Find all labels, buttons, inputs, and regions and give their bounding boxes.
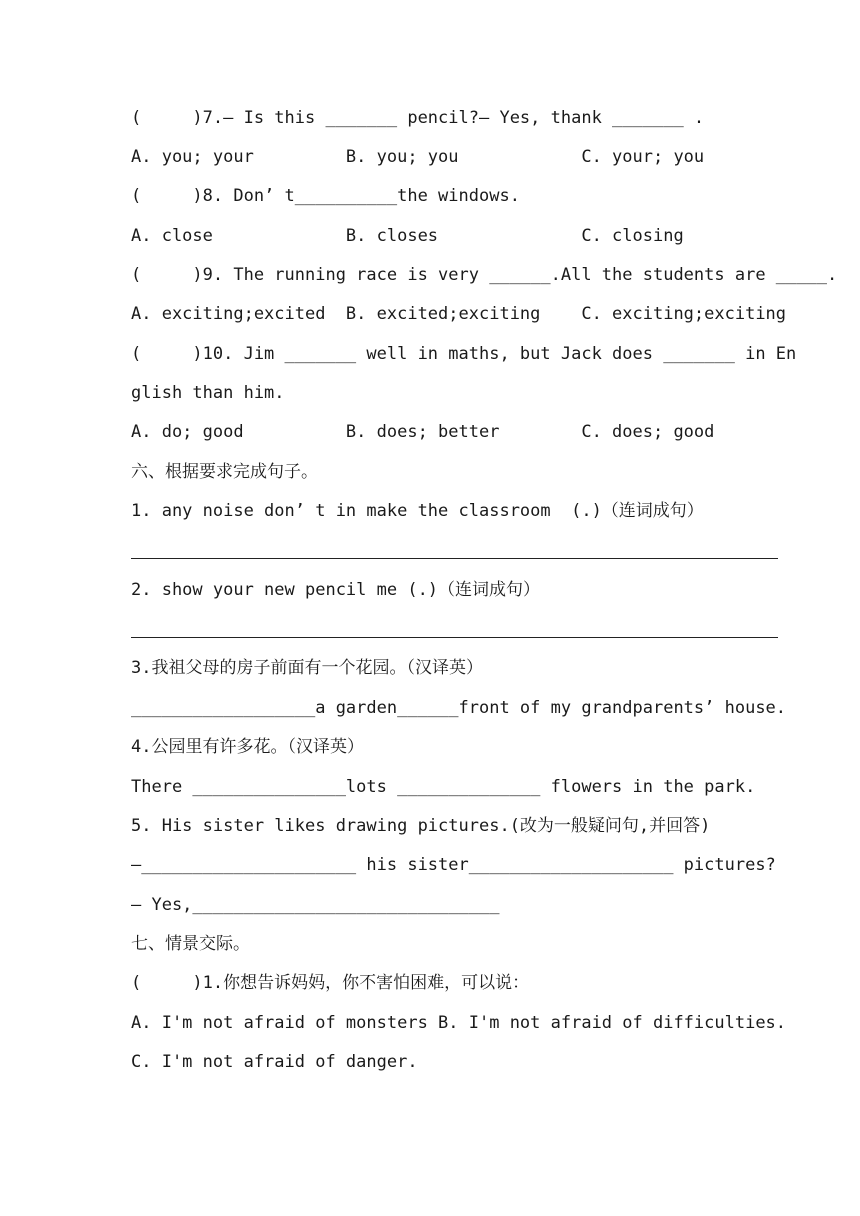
section-7-heading: 七、情景交际。 (131, 934, 250, 954)
question-8-options: A. close B. closes C. closing (131, 226, 684, 246)
section-7-item-1-option-c: C. I'm not afraid of danger. (131, 1052, 418, 1072)
question-9-options: A. exciting;excited B. excited;exciting C. exciting;exciting (131, 304, 787, 324)
section-6-item-2: 2. show your new pencil me (.)（连词成句） (131, 580, 541, 600)
section-6-item-4: 4.公园里有许多花。（汉译英） (131, 737, 364, 757)
section-6-item-3: 3.我祖父母的房子前面有一个花园。（汉译英） (131, 658, 483, 678)
question-7-options: A. you; your B. you; you C. your; you (131, 147, 705, 167)
section-6-item-3-answer: __________________a garden______front of my grandparents’ house. (131, 698, 787, 718)
section-7-item-1: ( )1.你想告诉妈妈，你不害怕困难，可以说： (131, 973, 530, 993)
section-6-item-5-reply: — Yes,______________________________ (131, 895, 500, 915)
section-7-item-1-options-ab: A. I'm not afraid of monsters B. I'm not afraid of difficulties. (131, 1013, 787, 1033)
section-6-item-4-answer: There _______________lots ______________ flowers in the park. (131, 777, 756, 797)
section-6-item-1: 1. any noise don’ t in make the classroom (.)（连词成句） (131, 501, 704, 521)
question-10-options: A. do; good B. does; better C. does; good (131, 422, 715, 442)
question-9: ( )9. The running race is very ______.All the students are _____. (131, 265, 838, 285)
answer-line-2 (131, 637, 778, 638)
question-10: ( )10. Jim _______ well in maths, but Jack does _______ in En (131, 344, 797, 364)
question-8: ( )8. Don’ t__________the windows. (131, 186, 520, 206)
question-10-continued: glish than him. (131, 383, 285, 403)
section-6-item-5-question: —_____________________ his sister____________________ pictures? (131, 855, 776, 875)
answer-line-1 (131, 558, 778, 559)
section-6-heading: 六、根据要求完成句子。 (131, 462, 318, 482)
question-7: ( )7.— Is this _______ pencil?— Yes, thank _______ . (131, 108, 705, 128)
section-6-item-5: 5. His sister likes drawing pictures.(改为一般疑问句,并回答) (131, 816, 711, 836)
